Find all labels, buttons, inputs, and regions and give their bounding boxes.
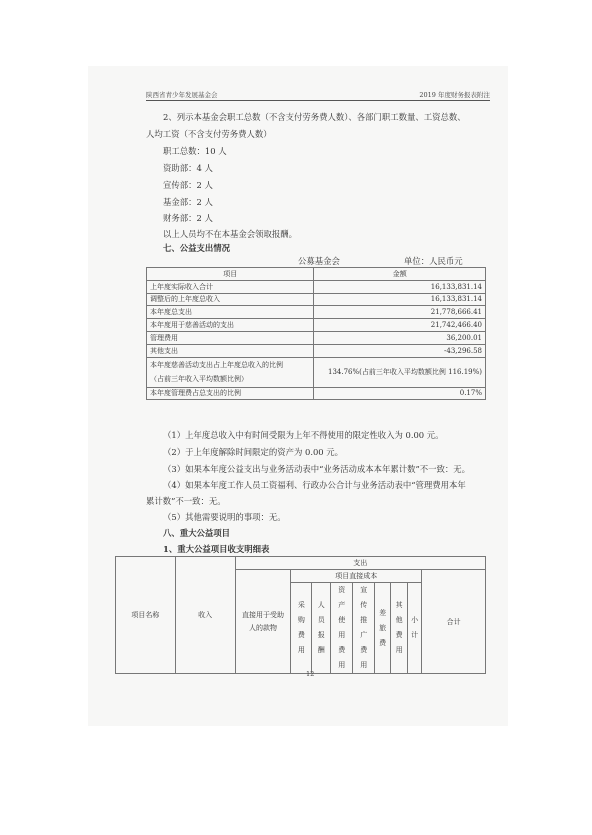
- section2-heading-1: 2、列示本基金会职工总数（不含支付劳务费人数）、各部门职工数量、工资总数、: [163, 112, 466, 122]
- row-label: 本年度总支出: [147, 306, 314, 319]
- expense-table: [146, 267, 486, 400]
- section8-subtitle: 1、重大公益项目收支明细表: [163, 544, 270, 554]
- row-label: 本年度用于慈善活动的支出: [147, 319, 314, 332]
- col-project: 项目名称: [116, 557, 176, 674]
- section7-title: 七、公益支出情况: [163, 243, 230, 253]
- section8-title: 八、重大公益项目: [163, 528, 230, 538]
- row-value: 21,778,666.41: [314, 306, 486, 319]
- staff-total: 职工总数：10 人: [163, 146, 227, 156]
- table-row: [147, 344, 486, 357]
- row-label: 其他支出: [147, 344, 314, 357]
- note-3: （3）如果本年度公益支出与业务活动表中“业务活动成本本年累计数”不一致：无。: [163, 464, 471, 474]
- table-row: [147, 357, 486, 387]
- row-value: 36,200.01: [314, 331, 486, 344]
- org-type: 公募基金会: [298, 256, 340, 266]
- staff-aid-dept: 资助部：4 人: [163, 163, 213, 173]
- table-row: [147, 306, 486, 319]
- col-amount: 金额: [314, 268, 486, 281]
- staff-fund-dept: 基金部：2 人: [163, 197, 213, 207]
- col-direct-aid: [235, 570, 291, 674]
- col-travel: 差 旅 费: [375, 583, 391, 674]
- row-label: 上年度实际收入合计: [147, 280, 314, 293]
- report-title: 2019 年度财务报表附注: [419, 91, 490, 99]
- note-4-cont: 累计数”不一致：无。: [146, 496, 226, 506]
- table-header-row: [147, 268, 486, 281]
- table-row: [147, 293, 486, 306]
- row-value: -43,296.58: [314, 344, 486, 357]
- ratio-label-line2: （占前三年收入平均数额比例）: [150, 375, 248, 384]
- col-expense: 支出: [235, 557, 485, 570]
- col-subtotal: 小 计: [408, 583, 422, 674]
- col-income: 收入: [175, 557, 235, 674]
- row-value: 16,133,831.14: [314, 293, 486, 306]
- staff-promo-dept: 宣传部：2 人: [163, 180, 213, 190]
- col-other: 其 他 费 用: [391, 583, 408, 674]
- ratio-label-line1: 本年度慈善活动支出占上年度总收入的比例: [150, 361, 283, 370]
- mgmt-ratio-value: 0.17%: [314, 387, 486, 400]
- page-number: 12: [306, 670, 315, 678]
- section2-heading-2: 人均工资（不含支付劳务费人数）: [146, 129, 272, 139]
- col-total: 合计: [422, 570, 486, 674]
- col-asset: 资 产 使 用 费 用: [331, 583, 353, 674]
- note-2: （2）于上年度解除时间限定的资产为 0.00 元。: [163, 447, 344, 457]
- col-item: 项目: [147, 268, 314, 281]
- note-4: （4）如果本年度工作人员工资福利、行政办公合计与业务活动表中“管理费用本年: [163, 480, 466, 490]
- row-label: 管理费用: [147, 331, 314, 344]
- col-direct-cost: 项目直接成本: [291, 570, 422, 583]
- direct-aid-line1: 直接用于受助: [241, 610, 284, 619]
- note-1: （1）上年度总收入中有时间受限为上年不得使用的限定性收入为 0.00 元。: [163, 430, 444, 440]
- row-label: 调整后的上年度总收入: [147, 293, 314, 306]
- row-value: 21,742,466.40: [314, 319, 486, 332]
- staff-note: 以上人员均不在本基金会领取报酬。: [163, 229, 297, 239]
- table-row: [147, 387, 486, 400]
- ratio-label: [147, 357, 314, 387]
- ratio-value: 134.76%(占前三年收入平均数额比例 116.19%): [314, 357, 486, 387]
- col-promo: 宣 传 推 广 费 用: [353, 583, 375, 674]
- table-row: [147, 280, 486, 293]
- table-row: [147, 331, 486, 344]
- direct-aid-line2: 人的款物: [248, 623, 277, 632]
- org-name: 陕西省青少年发展基金会: [146, 91, 218, 99]
- note-5: （5）其他需要说明的事项：无。: [163, 512, 286, 522]
- mgmt-ratio-label: 本年度管理费占总支出的比例: [147, 387, 314, 400]
- currency-unit: 单位：人民币元: [404, 256, 463, 266]
- major-projects-table: [115, 556, 486, 674]
- page-header: [146, 90, 490, 101]
- table-row: [147, 319, 486, 332]
- col-procure: 采 购 费 用: [291, 583, 312, 674]
- staff-finance-dept: 财务部：2 人: [163, 213, 213, 223]
- row-value: 16,133,831.14: [314, 280, 486, 293]
- col-personnel: 人 员 报 酬: [312, 583, 331, 674]
